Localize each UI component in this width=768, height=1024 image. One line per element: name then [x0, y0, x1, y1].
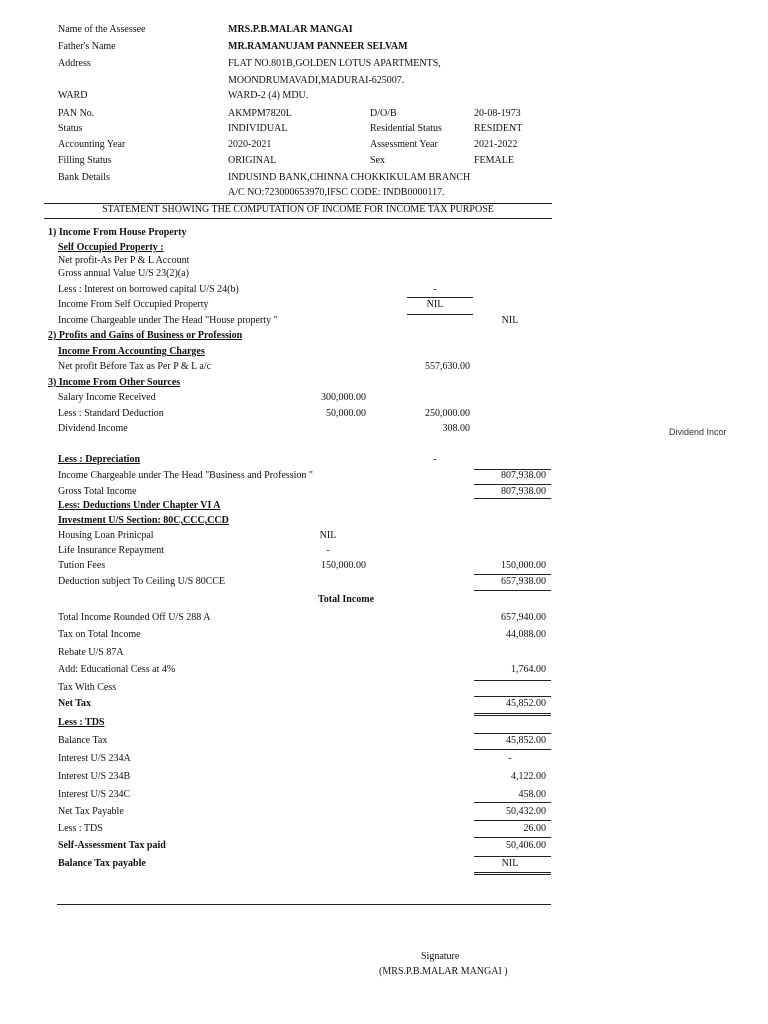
- amount-cell: NIL: [426, 299, 444, 310]
- field-value: MRS.P.B.MALAR MANGAI: [228, 24, 353, 35]
- signature-label: Signature: [421, 951, 460, 962]
- amount-cell: 45,852.00: [506, 735, 546, 746]
- amount-cell: 807,938.00: [501, 486, 546, 497]
- row-label: 2) Profits and Gains of Business or Profession: [48, 330, 243, 341]
- rule: [474, 874, 551, 875]
- rule: [474, 837, 551, 838]
- amount-cell: 458.00: [518, 789, 546, 800]
- amount-cell: 50,432.00: [506, 806, 546, 817]
- amount-cell: 26.00: [523, 823, 546, 834]
- rule: [474, 802, 551, 803]
- rule: [474, 820, 551, 821]
- row-label: Life Insurance Repayment: [58, 545, 165, 556]
- rule: [474, 696, 551, 697]
- field-label: Father's Name: [58, 41, 116, 52]
- row-label: Interest U/S 234C: [58, 789, 131, 800]
- row-label: Less : TDS: [58, 823, 103, 834]
- field-value: WARD-2 (4) MDU.: [228, 90, 309, 101]
- row-label: Salary Income Received: [58, 392, 156, 403]
- amount-cell: -: [508, 753, 512, 764]
- amount-cell: 150,000.00: [501, 560, 546, 571]
- field-value: 2021-2022: [474, 139, 518, 150]
- field-label: PAN No.: [58, 108, 95, 119]
- row-label: Less : Interest on borrowed capital U/S 24(b): [58, 284, 239, 295]
- row-label: Gross annual Value U/S 23(2)(a): [58, 268, 189, 279]
- row-label: Tax on Total Income: [58, 629, 141, 640]
- amount-cell: NIL: [501, 315, 519, 326]
- row-label: Tution Fees: [58, 560, 106, 571]
- amount-cell: 557,630.00: [425, 361, 470, 372]
- rule: [474, 469, 551, 470]
- side-note: Dividend Incor: [669, 427, 727, 437]
- row-label: Housing Loan Prinicpal: [58, 530, 154, 541]
- rule: [474, 715, 551, 716]
- amount-cell: 250,000.00: [425, 408, 470, 419]
- amount-cell: 45,852.00: [506, 698, 546, 709]
- rule: [474, 484, 551, 485]
- field-value: FEMALE: [474, 155, 514, 166]
- row-label: Less : TDS: [58, 717, 105, 728]
- row-label: Self-Assessment Tax paid: [58, 840, 166, 851]
- field-label: Accounting Year: [58, 139, 126, 150]
- amount-cell: 657,938.00: [501, 576, 546, 587]
- amount-cell: -: [433, 284, 437, 295]
- row-label: Dividend Income: [58, 423, 128, 434]
- amount-cell: 300,000.00: [321, 392, 366, 403]
- amount-cell: 4,122.00: [511, 771, 546, 782]
- field-label: WARD: [58, 90, 88, 101]
- rule: [474, 680, 551, 681]
- field-label: Address: [58, 58, 91, 69]
- rule: [474, 498, 551, 499]
- amount-cell: -: [326, 545, 330, 556]
- field-value: RESIDENT: [474, 123, 523, 134]
- amount-cell: 657,940.00: [501, 612, 546, 623]
- field-value: MR.RAMANUJAM PANNEER SELVAM: [228, 41, 408, 52]
- row-label: Tax With Cess: [58, 682, 117, 693]
- amount-cell: 44,088.00: [506, 629, 546, 640]
- row-label: 3) Income From Other Sources: [48, 377, 181, 388]
- row-label: Income From Accounting Charges: [58, 346, 205, 357]
- field-label: Assessment Year: [370, 139, 438, 150]
- row-label: Rebate U/S 87A: [58, 647, 124, 658]
- rule: [474, 574, 551, 575]
- field-value: INDIVIDUAL: [228, 123, 288, 134]
- field-value: 20-08-1973: [474, 108, 521, 119]
- rule: [474, 713, 551, 714]
- row-label: Interest U/S 234B: [58, 771, 131, 782]
- row-label: Less: Deductions Under Chapter VI A: [58, 500, 221, 511]
- row-label: Less : Standard Deduction: [58, 408, 164, 419]
- row-label: Gross Total Income: [58, 486, 137, 497]
- rule: [474, 749, 551, 750]
- row-label: Total Income: [318, 594, 375, 605]
- field-value: A/C NO:723000653970,IFSC CODE: INDB0000117.: [228, 187, 445, 198]
- row-label: Net Tax Payable: [58, 806, 124, 817]
- row-label: Income From Self Occupied Property: [58, 299, 209, 310]
- row-label: Net profit-As Per P & L Account: [58, 255, 190, 266]
- field-label: D/O/B: [370, 108, 397, 119]
- rule: [474, 856, 551, 857]
- amount-cell: 308.00: [442, 423, 470, 434]
- field-label: Residential Status: [370, 123, 442, 134]
- rule: [474, 872, 551, 873]
- amount-cell: -: [433, 454, 437, 465]
- footer-rule: [57, 904, 551, 905]
- row-label: 1) Income From House Property: [48, 227, 187, 238]
- row-label: Add: Educational Cess at 4%: [58, 664, 176, 675]
- amount-cell: 50,406.00: [506, 840, 546, 851]
- row-label: Net profit Before Tax as Per P & L a/c: [58, 361, 212, 372]
- rule: [474, 733, 551, 734]
- row-label: Income Chargeable under The Head "Business and Profession ": [58, 470, 313, 481]
- amount-cell: 50,000.00: [326, 408, 366, 419]
- field-value: INDUSIND BANK,CHINNA CHOKKIKULAM BRANCH: [228, 172, 471, 183]
- title-rule-bottom: [44, 218, 552, 219]
- rule: [474, 590, 551, 591]
- amount-cell: NIL: [319, 530, 337, 541]
- row-label: Balance Tax: [58, 735, 108, 746]
- rule: [407, 314, 473, 315]
- amount-cell: 1,764.00: [511, 664, 546, 675]
- field-value: FLAT NO.801B,GOLDEN LOTUS APARTMENTS,: [228, 58, 441, 69]
- row-label: Self Occupied Property :: [58, 242, 164, 253]
- row-label: Income Chargeable under The Head "House property ": [58, 315, 278, 326]
- field-label: Bank Details: [58, 172, 110, 183]
- field-value: 2020-2021: [228, 139, 272, 150]
- signature-name: (MRS.P.B.MALAR MANGAI ): [379, 966, 508, 977]
- field-label: Filling Status: [58, 155, 112, 166]
- row-label: Less : Depreciation: [58, 454, 141, 465]
- statement-title: STATEMENT SHOWING THE COMPUTATION OF INCOME FOR INCOME TAX PURPOSE: [102, 204, 494, 215]
- row-label: Balance Tax payable: [58, 858, 146, 869]
- row-label: Interest U/S 234A: [58, 753, 131, 764]
- amount-cell: 807,938.00: [501, 470, 546, 481]
- field-value: MOONDRUMAVADI,MADURAI-625007.: [228, 75, 405, 86]
- row-label: Deduction subject To Ceiling U/S 80CCE: [58, 576, 226, 587]
- field-label: Status: [58, 123, 83, 134]
- row-label: Investment U/S Section: 80C,CCC,CCD: [58, 515, 229, 526]
- rule: [407, 297, 473, 298]
- field-label: Name of the Assessee: [58, 24, 146, 35]
- amount-cell: 150,000.00: [321, 560, 366, 571]
- row-label: Total Income Rounded Off U/S 288 A: [58, 612, 211, 623]
- field-label: Sex: [370, 155, 385, 166]
- field-value: ORIGINAL: [228, 155, 277, 166]
- field-value: AKMPM7820L: [228, 108, 292, 119]
- amount-cell: NIL: [501, 858, 519, 869]
- row-label: Net Tax: [58, 698, 92, 709]
